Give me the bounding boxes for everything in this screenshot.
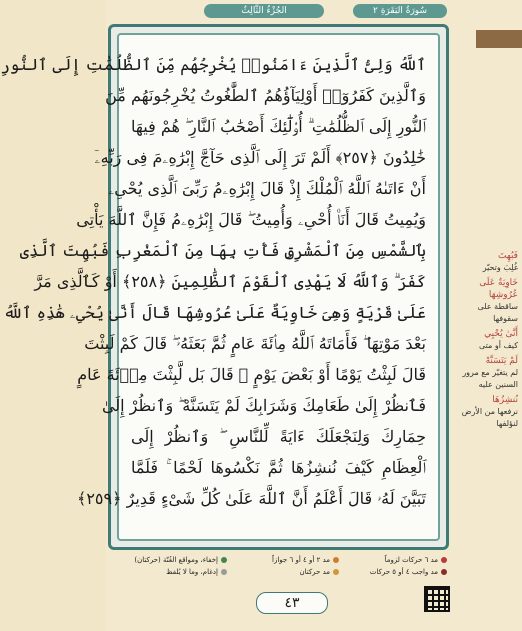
legend-text: إخفاء، ومواقع الغُنّة (حركتان) xyxy=(134,556,218,564)
legend-item xyxy=(367,567,447,577)
verse-line: حِمَارِكَ وَلِنَجْعَلَكَ ءَايَةً لِّلنَّاسِ ۖ وَٱنظُرْ إِلَى xyxy=(131,427,426,446)
verse-line: قَالَ لَبِثْتُ يَوْمًا أَوْ بَعْضَ يَوْمٍ ۖ قَالَ بَل لَّبِثْتَ مِا۟ئَةَ عَامٍ xyxy=(77,365,426,384)
page-number: ٤٣ xyxy=(256,592,328,614)
verse-line: بَعْدَ مَوْتِهَا ۖ فَأَمَاتَهُ ٱللَّهُ مِا۟ئَةَ عَامٍ ثُمَّ بَعَثَهُۥ ۖ قَالَ كَمْ لَبِثْتَ xyxy=(84,334,426,353)
note-term: لَمْ يَتَسَنَّهْ xyxy=(485,356,518,366)
legend-item xyxy=(109,567,227,577)
verse-lines xyxy=(0,49,426,514)
verse-line: وَيُمِيتُ قَالَ أَنَا۠ أُحْىِۦ وَأُمِيتُ ۖ قَالَ إِبْرَٰهِۦمُ فَإِنَّ ٱللَّهَ يَأْتِى xyxy=(76,210,426,229)
bookmark-tab[interactable] xyxy=(476,30,522,48)
verse-line: ٱلنُّورِ إِلَى ٱلظُّلُمَٰتِ ۗ أُو۟لَٰٓئِكَ أَصْحَٰبُ ٱلنَّارِ ۖ هُمْ فِيهَا xyxy=(131,117,426,136)
qr-code-icon[interactable] xyxy=(424,586,450,612)
legend-text: مد حركتان xyxy=(299,568,330,576)
legend-item xyxy=(367,555,447,565)
verse-line: كَفَرَ ۗ وَٱللَّهُ لَا يَهْدِى ٱلْقَوْمَ ٱلظَّٰلِمِينَ ﴿٢٥٨﴾ أَوْ كَٱلَّذِى مَرَّ xyxy=(34,272,426,291)
legend-dot xyxy=(441,557,447,563)
text-frame xyxy=(0,24,449,550)
verse-line: ٱللَّهُ وَلِىُّ ٱلَّذِينَ ءَامَنُوا۟ يُخْرِجُهُم مِّنَ ٱلظُّلُمَٰتِ إِلَى ٱلنُّورِ xyxy=(0,55,426,74)
legend-item xyxy=(109,555,227,565)
note-term: نُنشِزُهَا xyxy=(492,395,518,405)
verse-line: ٱلْعِظَامِ كَيْفَ نُنشِزُهَا ثُمَّ نَكْسُوهَا لَحْمًا ۚ فَلَمَّا xyxy=(131,458,426,477)
legend-dot xyxy=(221,557,227,563)
legend-item xyxy=(259,567,339,577)
legend-dot xyxy=(441,569,447,575)
verse-line: تَبَيَّنَ لَهُۥ قَالَ أَعْلَمُ أَنَّ ٱللَّهَ عَلَىٰ كُلِّ شَىْءٍ قَدِيرٌ ﴿٢٥٩﴾ xyxy=(76,489,426,508)
legend-text: مد واجب ٤ أو ٥ حركات xyxy=(369,568,438,576)
verse-line: وَٱلَّذِينَ كَفَرُوٓا۟ أَوْلِيَآؤُهُمُ ٱلطَّٰغُوتُ يُخْرِجُونَهُم مِّنَ xyxy=(105,86,426,105)
verse-line: أَنْ ءَاتَىٰهُ ٱللَّهُ ٱلْمُلْكَ إِذْ قَالَ إِبْرَٰهِۦمُ رَبِّىَ ٱلَّذِى يُحْىِۦ xyxy=(108,179,426,198)
note-term: فَبُهِتَ xyxy=(497,251,518,261)
legend-dot xyxy=(333,557,339,563)
legend-dot xyxy=(333,569,339,575)
note-def: كيف أو متى xyxy=(478,341,518,350)
legend-text: مد ٦ حركات لزوماً xyxy=(384,556,438,564)
note-def: ساقطة على سقوفها xyxy=(477,302,518,323)
page-header xyxy=(108,0,449,22)
note-def: نرفعها من الأرض لنؤلفها xyxy=(461,407,518,428)
text-frame-inner xyxy=(0,33,440,541)
word-meanings xyxy=(458,250,518,433)
verse-line: خَٰلِدُونَ ﴿٢٥٧﴾ أَلَمْ تَرَ إِلَى ٱلَّذِى حَآجَّ إِبْرَٰهِۦمَ فِى رَبِّهِۦٓ xyxy=(94,148,426,167)
legend-dot xyxy=(221,569,227,575)
juz-label: الجُزْءُ الثَّالِثُ xyxy=(204,4,324,18)
verse-line: فَٱنظُرْ إِلَىٰ طَعَامِكَ وَشَرَابِكَ لَمْ يَتَسَنَّهْ ۖ وَٱنظُرْ إِلَىٰ xyxy=(101,396,426,415)
note-def: لم يتغيّر مع مرور السنين عليه xyxy=(462,368,518,389)
legend-item xyxy=(259,555,339,565)
verse-line: عَلَىٰ قَرْيَةٍ وَهِىَ خَاوِيَةٌ عَلَىٰ عُرُوشِهَا قَالَ أَنَّىٰ يُحْىِۦ هَٰذِهِ ٱللَّهُ xyxy=(3,303,426,322)
legend-text: إدغام، وما لا يُلفظ xyxy=(166,568,218,576)
note-term: أَنَّىٰ يُحْيِي xyxy=(484,329,518,339)
note-def: غُلِبَ وتحيّر xyxy=(482,263,518,272)
note-term: خَاوِيَةٌ عَلَى عُرُوشِهَا xyxy=(479,278,518,300)
surah-label: سُورَةُ البَقَرَةِ ٢ xyxy=(353,4,447,18)
legend-text: مد ٢ أو ٤ أو ٦ جوازاً xyxy=(272,556,330,564)
tajweed-legend xyxy=(108,553,449,583)
verse-line: بِٱلشَّمْسِ مِنَ ٱلْمَشْرِقِ فَأْتِ بِهَا مِنَ ٱلْمَغْرِبِ فَبُهِتَ ٱلَّذِى xyxy=(19,241,426,260)
